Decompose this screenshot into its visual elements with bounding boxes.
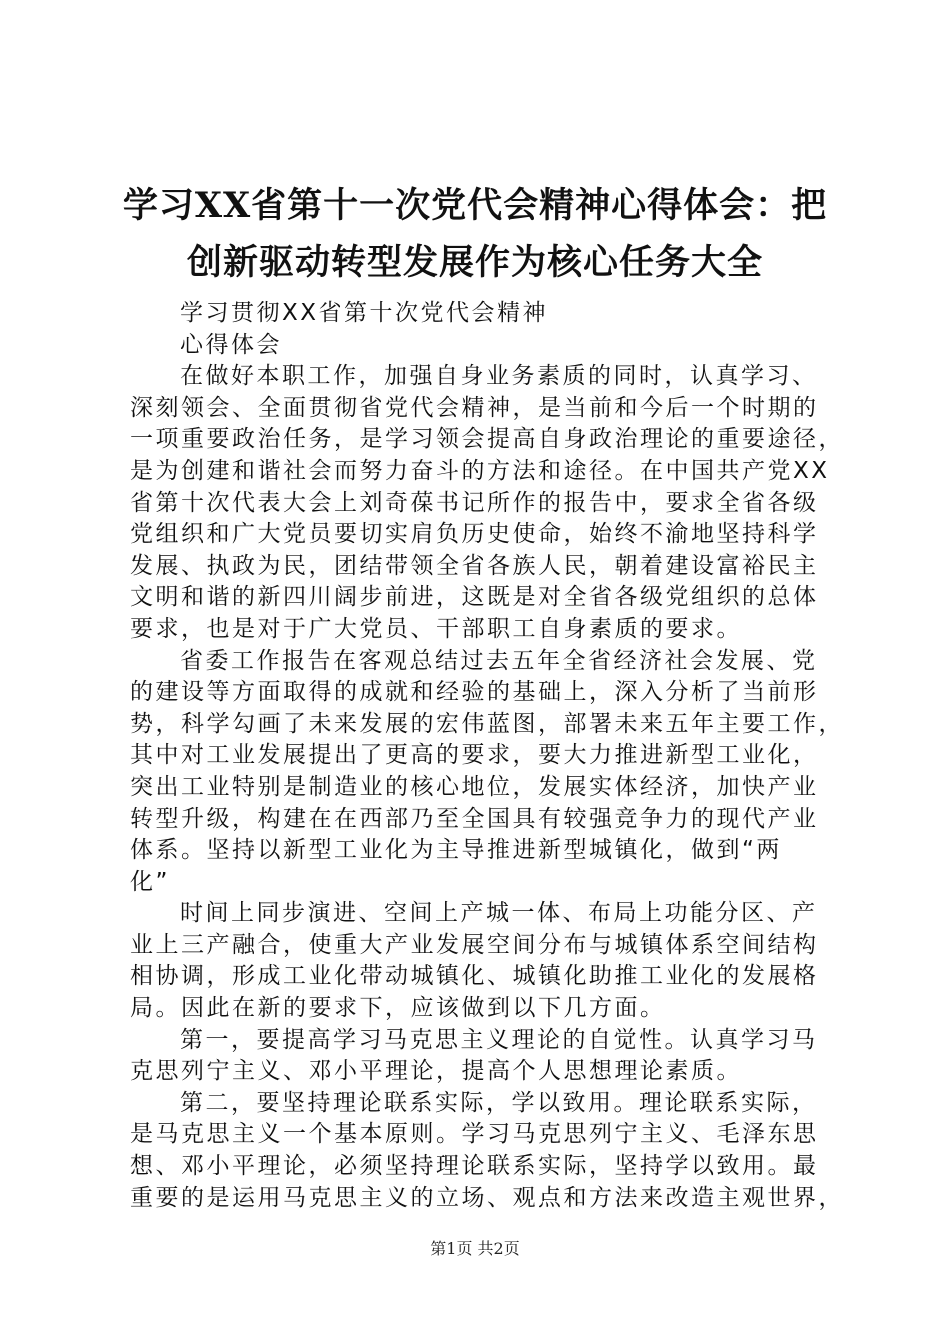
body-line: 第一，要提高学习马克思主义理论的自觉性。认真学习马 [180, 1026, 818, 1053]
body-line: 相协调，形成工业化带动城镇化、城镇化助推工业化的发展格 [130, 963, 819, 990]
body-line: 心得体会 [180, 331, 282, 358]
body-line: 体系。坚持以新型工业化为主导推进新型城镇化，做到“两 [130, 837, 782, 864]
body-line: 化” [130, 868, 170, 895]
body-line: 时间上同步演进、空间上产城一体、布局上功能分区、产 [180, 900, 818, 927]
body-line: 的建设等方面取得的成就和经验的基础上，深入分析了当前形 [130, 679, 819, 706]
body-line: 党组织和广大党员要切实肩负历史使命，始终不渝地坚持科学 [130, 521, 819, 548]
body-line: 深刻领会、全面贯彻省党代会精神，是当前和今后一个时期的 [130, 394, 819, 421]
body-line: 转型升级，构建在在西部乃至全国具有较强竞争力的现代产业 [130, 805, 819, 832]
body-line: 局。因此在新的要求下，应该做到以下几方面。 [130, 995, 666, 1022]
body-line: 重要的是运用马克思主义的立场、观点和方法来改造主观世界， [130, 1184, 844, 1211]
body-line: 文明和谐的新四川阔步前进，这既是对全省各级党组织的总体 [130, 584, 819, 611]
body-line: 业上三产融合，使重大产业发展空间分布与城镇体系空间结构 [130, 931, 819, 958]
page-footer: 第1页 共2页 [430, 1239, 520, 1258]
body-line: 其中对工业发展提出了更高的要求，要大力推进新型工业化， [130, 742, 819, 769]
body-line: 学习贯彻XX省第十次党代会精神 [180, 300, 549, 326]
body-line: 是马克思主义一个基本原则。学习马克思列宁主义、毛泽东思 [130, 1121, 819, 1148]
body-line: 第二，要坚持理论联系实际，学以致用。理论联系实际， [180, 1089, 818, 1116]
body-line: 省第十次代表大会上刘奇葆书记所作的报告中，要求全省各级 [130, 489, 819, 516]
body-line: 克思列宁主义、邓小平理论，提高个人思想理论素质。 [130, 1058, 742, 1085]
body-line: 在做好本职工作，加强自身业务素质的同时，认真学习、 [180, 363, 818, 390]
body-line: 想、邓小平理论，必须坚持理论联系实际，坚持学以致用。最 [130, 1153, 819, 1180]
body-line: 突出工业特别是制造业的核心地位，发展实体经济，加快产业 [130, 773, 819, 800]
document-title-line-1: 学习XX省第十一次党代会精神心得体会：把 [122, 185, 828, 226]
body-line: 势，科学勾画了未来发展的宏伟蓝图，部署未来五年主要工作， [130, 710, 844, 737]
document-body [130, 298, 844, 1214]
body-line: 发展、执政为民，团结带领全省各族人民，朝着建设富裕民主 [130, 552, 819, 579]
body-line: 是为创建和谐社会而努力奋斗的方法和途径。在中国共产党XX [130, 457, 830, 484]
body-line: 要求，也是对于广大党员、干部职工自身素质的要求。 [130, 615, 742, 642]
document-title-line-2: 创新驱动转型发展作为核心任务大全 [186, 242, 763, 283]
body-line: 一项重要政治任务，是学习领会提高自身政治理论的重要途径， [130, 426, 844, 453]
body-line: 省委工作报告在客观总结过去五年全省经济社会发展、党 [180, 647, 818, 674]
